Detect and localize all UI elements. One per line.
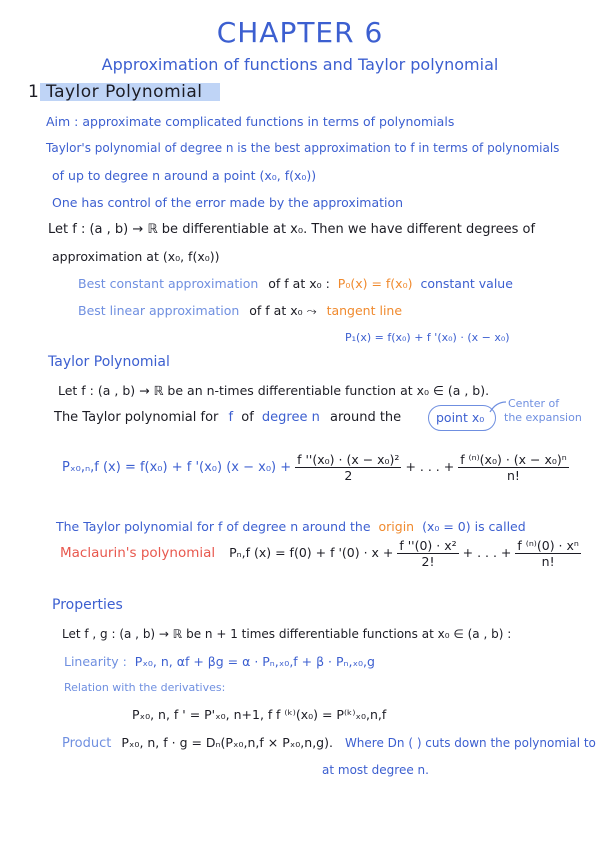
taylor-frac-1-den: 2 [344, 468, 353, 483]
taylor-frac-1-num: f ''(x₀) · (x − x₀)² [297, 452, 400, 467]
taylor-def-around: around the [329, 410, 402, 425]
maclaurin-frac-1-den: 2! [421, 554, 435, 569]
maclaurin-name: Maclaurin's polynomial [60, 545, 216, 561]
maclaurin-frac-2-num: f ⁽ⁿ⁾(0) · xⁿ [517, 538, 579, 553]
taylor-def-of: of [241, 410, 254, 425]
best-constant-formula: P₀(x) = f(x₀) [337, 276, 413, 291]
taylor-frac-2-den: n! [506, 468, 520, 483]
point-label: point x₀ [436, 410, 485, 425]
maclaurin-text: The Taylor polynomial for f of degree n around the [56, 519, 371, 534]
product-formula: Pₓ₀, n, f · g = Dₙ(Pₓ₀,n,f × Pₓ₀,n,g). [121, 735, 333, 750]
intro-line-5: approximation at (x₀, f(x₀)) [52, 249, 220, 264]
taylor-def-line-1: Let f : (a , b) → ℝ be an n-times differentiable function at x₀ ∈ (a , b). [58, 383, 490, 398]
maclaurin-lhs: Pₙ,f (x) = f(0) + f '(0) · x + [229, 545, 394, 560]
taylor-heading: Taylor Polynomial [48, 354, 170, 370]
product-note-2: at most degree n. [322, 763, 429, 777]
maclaurin-frac-1 [397, 538, 458, 569]
chapter-subtitle: Approximation of functions and Taylor polynomial [101, 55, 499, 74]
linearity-label: Linearity : [64, 654, 127, 669]
best-constant-label: Best constant approximation [78, 276, 259, 291]
best-linear-label: Best linear approximation [78, 303, 240, 318]
chapter-title: CHAPTER 6 [216, 16, 384, 49]
product-label: Product [62, 736, 112, 751]
best-linear-formula: P₁(x) = f(x₀) + f '(x₀) · (x − x₀) [345, 331, 510, 344]
taylor-def-line-2 [54, 410, 401, 425]
taylor-formula-lhs: Pₓ₀,ₙ,f (x) = f(x₀) + f '(x₀) (x − x₀) + [62, 460, 292, 475]
maclaurin-formula [60, 538, 581, 569]
maclaurin-frac-2-den: n! [541, 554, 555, 569]
section-title: Taylor Polynomial [46, 82, 203, 102]
taylor-formula-dots: + . . . + [405, 459, 455, 474]
maclaurin-frac-1-num: f ''(0) · x² [399, 538, 457, 553]
intro-line-1: Taylor's polynomial of degree n is the best approximation to f in terms of polynomials [46, 141, 560, 155]
taylor-def-pre: The Taylor polynomial for [54, 410, 219, 425]
product-line [62, 735, 596, 751]
taylor-formula [62, 452, 569, 483]
linearity-formula: Pₓ₀, n, αf + βg = α · Pₙ,ₓ₀,f + β · Pₙ,ₓ₀,g [134, 654, 375, 669]
intro-line-2: of up to degree n around a point (x₀, f(x₀)) [52, 168, 317, 183]
best-constant-note: constant value [420, 276, 513, 291]
product-note-1: Where Dn ( ) cuts down the polynomial to [344, 736, 596, 750]
maclaurin-frac-2 [515, 538, 581, 569]
relation-label: Relation with the derivatives: [64, 681, 226, 694]
best-linear-line [78, 303, 402, 319]
taylor-frac-2-num: f ⁽ⁿ⁾(x₀) · (x − x₀)ⁿ [460, 452, 567, 467]
properties-line-1: Let f , g : (a , b) → ℝ be n + 1 times differentiable functions at x₀ ∈ (a , b) : [62, 627, 512, 641]
linearity-line [64, 654, 375, 669]
best-linear-note: tangent line [326, 303, 403, 318]
best-constant-text: of f at x₀ : [268, 276, 330, 291]
best-linear-text: of f at x₀ ⤳ [249, 303, 317, 318]
taylor-frac-1 [295, 452, 401, 483]
maclaurin-dots: + . . . + [462, 545, 512, 560]
relation-formula-2: f ⁽ᵏ⁾(x₀) = P⁽ᵏ⁾ₓ₀,n,f [276, 707, 387, 722]
section-number: 1 [28, 82, 39, 102]
center-note-2: the expansion [504, 411, 582, 424]
relation-formula-1: Pₓ₀, n, f ' = P'ₓ₀, n+1, f [132, 707, 273, 722]
intro-line-4: Let f : (a , b) → ℝ be differentiable at x₀. Then we have different degrees of [48, 222, 536, 237]
aim-line: Aim : approximate complicated functions in terms of polynomials [46, 114, 455, 129]
intro-line-3: One has control of the error made by the approximation [52, 195, 404, 210]
maclaurin-line-1 [56, 519, 526, 534]
taylor-def-degree: degree n [261, 410, 320, 425]
maclaurin-text-end: (x₀ = 0) is called [422, 519, 526, 534]
taylor-def-f: f [228, 410, 234, 425]
best-constant-line [78, 276, 513, 291]
properties-heading: Properties [52, 597, 123, 613]
maclaurin-origin: origin [378, 519, 415, 534]
taylor-frac-2 [458, 452, 569, 483]
center-note-1: Center of [508, 397, 560, 410]
